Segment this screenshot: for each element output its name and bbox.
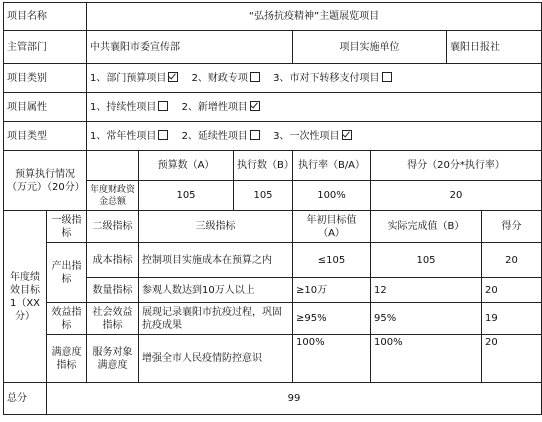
row-category bbox=[4, 64, 542, 93]
score-cell: 20 bbox=[482, 335, 542, 383]
option-text: 1、常年性项目 bbox=[90, 130, 157, 142]
category-option bbox=[273, 73, 393, 84]
row-perf-header bbox=[4, 211, 542, 243]
checkbox-icon[interactable] bbox=[158, 101, 168, 111]
row-attribute bbox=[4, 93, 542, 122]
option-text: 3、一次性项目 bbox=[273, 130, 340, 142]
checkbox-icon[interactable] bbox=[382, 72, 392, 82]
row-project-name bbox=[4, 3, 542, 31]
score-cell: 19 bbox=[482, 303, 542, 335]
budget-header-planned: 预算数（A） bbox=[139, 151, 234, 181]
budget-executed-value: 105 bbox=[234, 181, 293, 211]
project-name-label: 项目名称 bbox=[4, 3, 87, 31]
perf-header-target: 年初目标值（A） bbox=[293, 211, 371, 243]
checkbox-icon[interactable] bbox=[250, 72, 260, 82]
level3-cell: 展现记录襄阳市抗疫过程，巩固抗疫成果 bbox=[139, 303, 293, 335]
attribute-label: 项目属性 bbox=[4, 93, 87, 122]
target-cell: ≥10万 bbox=[293, 278, 371, 303]
actual-cell: 105 bbox=[371, 243, 482, 278]
perf-header-level2: 二级指标 bbox=[87, 211, 139, 243]
total-label: 总分 bbox=[4, 383, 47, 415]
category-option bbox=[192, 73, 262, 84]
actual-cell: 100% bbox=[371, 335, 482, 383]
department-value: 中共襄阳市委宣传部 bbox=[87, 31, 293, 64]
impl-unit-label: 项目实施单位 bbox=[293, 31, 447, 64]
budget-header-executed: 执行数（B） bbox=[234, 151, 293, 181]
score-cell: 20 bbox=[482, 243, 542, 278]
row-type bbox=[4, 122, 542, 151]
budget-rate-value: 100% bbox=[293, 181, 371, 211]
target-cell: ≤105 bbox=[293, 243, 371, 278]
option-text: 3、市对下转移支付项目 bbox=[273, 72, 380, 84]
perf-header-level1: 一级指标 bbox=[47, 211, 87, 243]
level3-cell: 增强全市人民疫情防控意识 bbox=[139, 335, 293, 383]
level3-cell: 控制项目实施成本在预算之内 bbox=[139, 243, 293, 278]
project-name-value: “弘扬抗疫精神”主题展览项目 bbox=[87, 3, 542, 31]
score-cell: 20 bbox=[482, 278, 542, 303]
row-department bbox=[4, 31, 542, 64]
performance-table bbox=[3, 2, 542, 415]
table-row bbox=[4, 243, 542, 278]
perf-header-actual: 实际完成值（B） bbox=[371, 211, 482, 243]
impl-unit-value: 襄阳日报社 bbox=[447, 31, 542, 64]
output-indicator-label: 产出指标 bbox=[47, 243, 87, 303]
level2-cell: 服务对象满意度 bbox=[87, 335, 139, 383]
type-option bbox=[90, 131, 170, 142]
option-text: 1、持续性项目 bbox=[90, 101, 157, 113]
type-label: 项目类型 bbox=[4, 122, 87, 151]
benefit-indicator-label: 效益指标 bbox=[47, 303, 87, 335]
department-label: 主管部门 bbox=[4, 31, 87, 64]
table-row bbox=[4, 335, 542, 383]
row-total bbox=[4, 383, 542, 415]
table-row bbox=[4, 303, 542, 335]
option-text: 2、延续性项目 bbox=[181, 130, 248, 142]
budget-score-value: 20 bbox=[371, 181, 542, 211]
checkbox-checked-icon[interactable] bbox=[168, 72, 178, 82]
option-text: 1、部门预算项目 bbox=[90, 72, 167, 84]
level2-cell: 社会效益指标 bbox=[87, 303, 139, 335]
budget-blank bbox=[87, 151, 139, 181]
checkbox-checked-icon[interactable] bbox=[250, 101, 260, 111]
perf-header-score: 得分 bbox=[482, 211, 542, 243]
budget-row-label: 年度财政资金总额 bbox=[87, 181, 139, 211]
target-cell: ≥95% bbox=[293, 303, 371, 335]
budget-planned-value: 105 bbox=[139, 181, 234, 211]
attribute-option bbox=[182, 102, 262, 113]
category-option bbox=[90, 73, 180, 84]
target-cell: 100% bbox=[293, 335, 371, 383]
checkbox-icon[interactable] bbox=[250, 130, 260, 140]
checkbox-icon[interactable] bbox=[158, 130, 168, 140]
level3-cell: 参观人数达到10万人以上 bbox=[139, 278, 293, 303]
attribute-options bbox=[87, 93, 542, 122]
budget-header-score: 得分（20分*执行率） bbox=[371, 151, 542, 181]
row-budget-header bbox=[4, 151, 542, 181]
budget-header-rate: 执行率（B/A） bbox=[293, 151, 371, 181]
type-option bbox=[182, 131, 262, 142]
budget-label: 预算执行情况（万元）（20分） bbox=[4, 151, 87, 211]
option-text: 2、新增性项目 bbox=[181, 101, 248, 113]
category-label: 项目类别 bbox=[4, 64, 87, 93]
checkbox-checked-icon[interactable] bbox=[342, 130, 352, 140]
perf-header-level3: 三级指标 bbox=[139, 211, 293, 243]
type-option bbox=[273, 131, 353, 142]
level2-cell: 成本指标 bbox=[87, 243, 139, 278]
option-text: 2、财政专项 bbox=[191, 72, 248, 84]
attribute-option bbox=[90, 102, 170, 113]
category-options bbox=[87, 64, 542, 93]
actual-cell: 12 bbox=[371, 278, 482, 303]
total-value: 99 bbox=[47, 383, 542, 415]
level2-cell: 数量指标 bbox=[87, 278, 139, 303]
type-options bbox=[87, 122, 542, 151]
actual-cell: 95% bbox=[371, 303, 482, 335]
perf-side-label: 年度绩效目标1（XX分） bbox=[4, 211, 47, 383]
satisfaction-indicator-label: 满意度指标 bbox=[47, 335, 87, 383]
